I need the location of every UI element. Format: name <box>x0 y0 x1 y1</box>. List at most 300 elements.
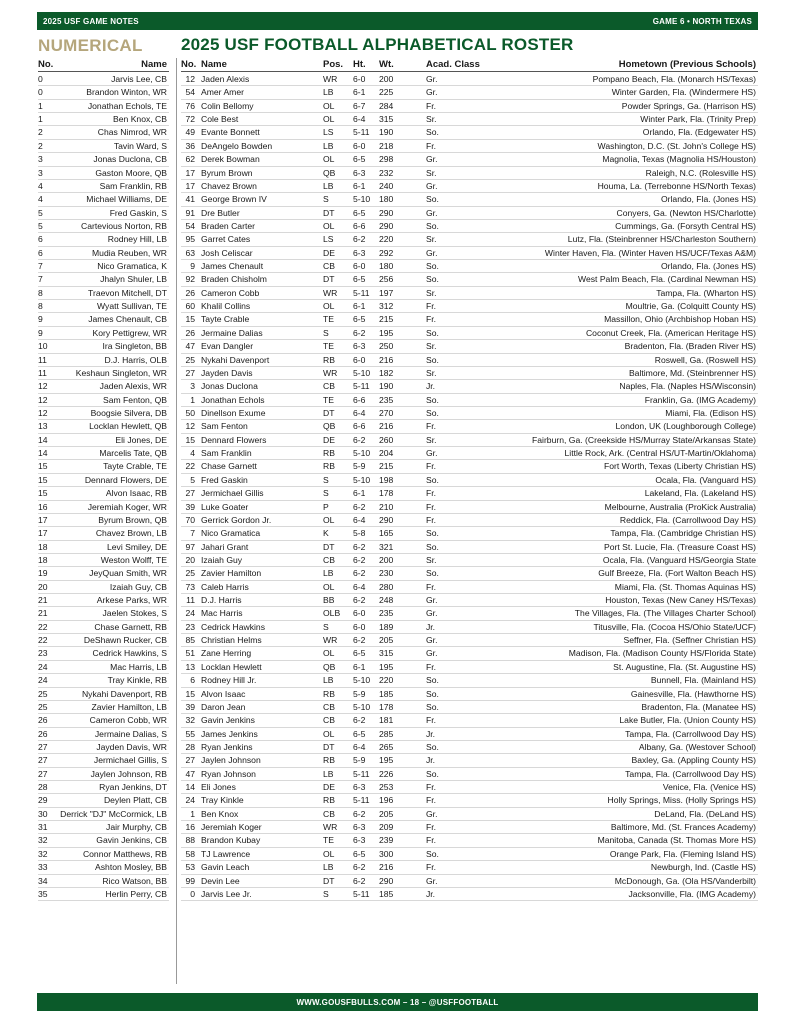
player-number: 12 <box>38 407 48 418</box>
player-position: OL <box>323 301 335 312</box>
numerical-row <box>38 781 169 794</box>
player-name-position: Brandon Winton, WR <box>86 87 167 98</box>
numerical-row <box>38 207 169 220</box>
player-number: 24 <box>185 795 195 806</box>
player-name-position: DeShawn Rucker, CB <box>83 635 167 646</box>
player-class: Fr. <box>426 782 437 793</box>
player-height: 6-2 <box>353 554 366 565</box>
numerical-row <box>38 527 169 540</box>
roster-row <box>181 300 758 313</box>
player-class: So. <box>426 354 439 365</box>
player-hometown: Orlando, Fla. (Jones HS) <box>660 194 756 205</box>
player-name: Chavez Brown <box>201 180 257 191</box>
player-position: OL <box>323 100 335 111</box>
player-position: TE <box>323 394 334 405</box>
player-number: 5 <box>38 207 43 218</box>
player-position: RB <box>323 461 335 472</box>
player-name: Ryan Jenkins <box>201 741 253 752</box>
player-class: Fr. <box>426 795 437 806</box>
player-number: 25 <box>185 568 195 579</box>
player-name: Cameron Cobb <box>201 287 260 298</box>
player-position: DT <box>323 407 335 418</box>
player-name-position: D.J. Harris, OLB <box>104 354 167 365</box>
player-height: 5-11 <box>353 127 370 138</box>
player-weight: 232 <box>379 167 394 178</box>
column-divider <box>176 58 177 984</box>
alphabetical-roster <box>181 73 758 901</box>
player-name: Jermaine Dalias <box>201 327 263 338</box>
player-position: CB <box>323 554 335 565</box>
player-height: 6-4 <box>353 407 366 418</box>
player-number: 12 <box>185 421 195 432</box>
player-name-position: Rodney Hill, LB <box>107 234 167 245</box>
player-class: So. <box>426 741 439 752</box>
player-height: 6-3 <box>353 167 366 178</box>
player-number: 34 <box>38 875 48 886</box>
player-name: Zavier Hamilton <box>201 568 262 579</box>
roster-row <box>181 821 758 834</box>
player-height: 6-2 <box>353 715 366 726</box>
player-number: 1 <box>38 114 43 125</box>
player-number: 4 <box>190 448 195 459</box>
player-class: So. <box>426 568 439 579</box>
numerical-row <box>38 808 169 821</box>
player-number: 25 <box>38 701 48 712</box>
player-name-position: Herlin Perry, CB <box>105 888 167 899</box>
player-name-position: Levi Smiley, DE <box>106 541 167 552</box>
player-position: LB <box>323 675 334 686</box>
player-number: 22 <box>185 461 195 472</box>
player-class: Sr. <box>426 367 437 378</box>
player-name: Luke Goater <box>201 501 249 512</box>
roster-row <box>181 73 758 86</box>
player-name-position: Mac Harris, LB <box>110 661 167 672</box>
player-name-position: Nico Gramatica, K <box>97 261 167 272</box>
player-number: 9 <box>190 261 195 272</box>
alpha-header-name: Name <box>201 59 227 70</box>
player-name-position: Deylen Platt, CB <box>103 795 167 806</box>
player-class: Fr. <box>426 835 437 846</box>
game-label: GAME 6 • NORTH TEXAS <box>652 16 752 26</box>
player-position: K <box>323 528 329 539</box>
player-class: Gr. <box>426 247 438 258</box>
player-name: Christian Helms <box>201 635 262 646</box>
player-class: So. <box>426 528 439 539</box>
player-number: 19 <box>38 568 48 579</box>
player-number: 54 <box>185 87 195 98</box>
player-name-position: Chas Nimrod, WR <box>97 127 167 138</box>
player-number: 8 <box>38 301 43 312</box>
roster-row <box>181 661 758 674</box>
player-name-position: Sam Franklin, RB <box>99 180 167 191</box>
numerical-row <box>38 140 169 153</box>
player-name: Chase Garnett <box>201 461 257 472</box>
top-banner <box>37 12 758 30</box>
player-name-position: Jeremiah Koger, WR <box>87 501 167 512</box>
player-weight: 315 <box>379 114 394 125</box>
player-weight: 270 <box>379 407 394 418</box>
player-name: Braden Chisholm <box>201 274 267 285</box>
roster-row <box>181 781 758 794</box>
numerical-row <box>38 594 169 607</box>
player-position: S <box>323 888 329 899</box>
player-position: BB <box>323 595 335 606</box>
player-hometown: Jacksonville, Fla. (IMG Academy) <box>628 888 756 899</box>
player-hometown: Tampa, Fla. (Carrollwood Day HS) <box>625 728 756 739</box>
player-hometown: Coconut Creek, Fla. (American Heritage HS) <box>585 327 756 338</box>
roster-row <box>181 447 758 460</box>
player-position: QB <box>323 167 336 178</box>
player-weight: 196 <box>379 795 394 806</box>
numerical-row <box>38 728 169 741</box>
player-height: 5-10 <box>353 675 371 686</box>
player-weight: 253 <box>379 782 394 793</box>
player-height: 6-5 <box>353 848 366 859</box>
player-height: 6-1 <box>353 180 366 191</box>
player-position: LB <box>323 568 334 579</box>
player-class: Gr. <box>426 635 438 646</box>
player-number: 22 <box>38 635 48 646</box>
player-number: 25 <box>38 688 48 699</box>
roster-row <box>181 340 758 353</box>
player-weight: 178 <box>379 701 394 712</box>
numerical-row <box>38 768 169 781</box>
player-name: TJ Lawrence <box>201 848 251 859</box>
player-height: 5-10 <box>353 448 371 459</box>
numerical-row <box>38 367 169 380</box>
player-height: 6-2 <box>353 434 366 445</box>
numerical-row <box>38 313 169 326</box>
roster-row <box>181 86 758 99</box>
roster-row <box>181 126 758 139</box>
player-number: 47 <box>185 768 195 779</box>
numerical-row <box>38 514 169 527</box>
player-number: 27 <box>185 488 195 499</box>
numerical-row <box>38 567 169 580</box>
player-height: 5-10 <box>353 367 371 378</box>
player-weight: 300 <box>379 848 394 859</box>
player-number: 4 <box>38 180 43 191</box>
roster-row <box>181 514 758 527</box>
player-position: TE <box>323 341 334 352</box>
player-name: George Brown IV <box>201 194 267 205</box>
player-number: 49 <box>185 127 195 138</box>
player-class: Fr. <box>426 421 437 432</box>
player-number: 11 <box>38 367 47 378</box>
player-number: 88 <box>185 835 195 846</box>
player-name-position: Wyatt Sullivan, TE <box>97 301 167 312</box>
player-height: 6-5 <box>353 648 366 659</box>
numerical-row <box>38 380 169 393</box>
player-class: So. <box>426 261 439 272</box>
player-hometown: DeLand, Fla. (DeLand HS) <box>654 808 756 819</box>
player-number: 9 <box>38 327 43 338</box>
player-name-position: Gaston Moore, QB <box>95 167 167 178</box>
player-hometown: Orlando, Fla. (Jones HS) <box>660 261 756 272</box>
player-number: 28 <box>185 741 195 752</box>
player-position: DT <box>323 541 335 552</box>
numerical-row <box>38 86 169 99</box>
player-name: Zane Herring <box>201 648 252 659</box>
player-position: QB <box>323 661 336 672</box>
roster-row <box>181 501 758 514</box>
player-hometown: Reddick, Fla. (Carrollwood Day HS) <box>619 514 756 525</box>
player-hometown: Tampa, Fla. (Carrollwood Day HS) <box>625 768 756 779</box>
player-hometown: Orange Park, Fla. (Fleming Island HS) <box>609 848 756 859</box>
player-class: So. <box>426 541 439 552</box>
player-height: 6-2 <box>353 568 366 579</box>
player-height: 6-2 <box>353 501 366 512</box>
player-number: 27 <box>38 755 48 766</box>
player-number: 15 <box>38 474 48 485</box>
roster-row <box>181 354 758 367</box>
roster-row <box>181 380 758 393</box>
player-number: 24 <box>38 661 48 672</box>
player-position: DT <box>323 741 335 752</box>
player-class: So. <box>426 768 439 779</box>
player-name: DeAngelo Bowden <box>201 140 273 151</box>
player-position: WR <box>323 367 338 378</box>
player-weight: 215 <box>379 314 394 325</box>
player-position: LB <box>323 87 334 98</box>
player-height: 6-3 <box>353 822 366 833</box>
numerical-row <box>38 447 169 460</box>
player-weight: 220 <box>379 675 394 686</box>
player-number: 15 <box>185 688 195 699</box>
player-position: DT <box>323 274 335 285</box>
player-name-position: Jayden Davis, WR <box>96 741 167 752</box>
player-position: TE <box>323 314 334 325</box>
player-name: Eli Jones <box>201 782 236 793</box>
player-number: 32 <box>38 848 48 859</box>
player-height: 6-3 <box>353 247 366 258</box>
player-weight: 226 <box>379 768 394 779</box>
player-weight: 235 <box>379 608 394 619</box>
player-height: 5-11 <box>353 287 370 298</box>
player-height: 5-8 <box>353 528 366 539</box>
alpha-header-hometown: Hometown (Previous Schools) <box>618 59 756 70</box>
player-hometown: Baxley, Ga. (Appling County HS) <box>631 755 756 766</box>
roster-row <box>181 567 758 580</box>
player-weight: 200 <box>379 74 394 84</box>
player-class: Sr. <box>426 167 437 178</box>
player-class: Sr. <box>426 287 437 298</box>
player-position: OLB <box>323 608 341 619</box>
player-hometown: Magnolia, Texas (Magnolia HS/Houston) <box>602 154 756 165</box>
player-height: 5-11 <box>353 768 370 779</box>
player-name: Josh Celiscar <box>201 247 253 258</box>
player-weight: 285 <box>379 728 394 739</box>
numerical-header-name: Name <box>141 59 167 70</box>
player-position: RB <box>323 755 335 766</box>
player-name: Dinellson Exume <box>201 407 266 418</box>
player-height: 6-4 <box>353 514 366 525</box>
numerical-row <box>38 701 169 714</box>
player-position: P <box>323 501 329 512</box>
player-position: LB <box>323 140 334 151</box>
player-position: QB <box>323 421 336 432</box>
player-number: 12 <box>38 394 48 405</box>
player-hometown: Melbourne, Australia (ProKick Australia) <box>604 501 756 512</box>
player-position: DT <box>323 207 335 218</box>
player-name: Jermichael Gillis <box>201 488 264 499</box>
player-weight: 220 <box>379 234 394 245</box>
player-number: 5 <box>38 220 43 231</box>
player-name-position: Arkese Parks, WR <box>96 595 167 606</box>
player-position: DE <box>323 434 335 445</box>
player-class: Gr. <box>426 74 438 84</box>
roster-row <box>181 581 758 594</box>
player-position: CB <box>323 261 335 272</box>
numerical-row <box>38 394 169 407</box>
player-hometown: Cummings, Ga. (Forsyth Central HS) <box>615 220 756 231</box>
roster-row <box>181 420 758 433</box>
player-height: 6-5 <box>353 314 366 325</box>
roster-row <box>181 808 758 821</box>
player-class: Gr. <box>426 808 438 819</box>
player-position: S <box>323 194 329 205</box>
player-name: Jayden Davis <box>201 367 253 378</box>
player-number: 76 <box>185 100 195 111</box>
player-number: 28 <box>38 782 48 793</box>
player-number: 70 <box>185 514 195 525</box>
player-class: Fr. <box>426 461 437 472</box>
numerical-row <box>38 247 169 260</box>
numerical-row <box>38 354 169 367</box>
player-position: LB <box>323 768 334 779</box>
numerical-row <box>38 634 169 647</box>
player-class: Jr. <box>426 728 436 739</box>
numerical-row <box>38 861 169 874</box>
player-weight: 205 <box>379 808 394 819</box>
numerical-row <box>38 287 169 300</box>
player-position: OL <box>323 114 335 125</box>
player-class: Gr. <box>426 648 438 659</box>
player-number: 26 <box>38 728 48 739</box>
player-name: Ryan Johnson <box>201 768 256 779</box>
player-number: 17 <box>185 180 195 191</box>
player-position: RB <box>323 795 335 806</box>
player-name: Jonas Duclona <box>201 381 258 392</box>
player-number: 63 <box>185 247 195 258</box>
player-hometown: Moultrie, Ga. (Colquitt County HS) <box>625 301 756 312</box>
player-hometown: Conyers, Ga. (Newton HS/Charlotte) <box>616 207 756 218</box>
player-name: Brandon Kubay <box>201 835 261 846</box>
player-height: 6-0 <box>353 621 366 632</box>
player-number: 58 <box>185 848 195 859</box>
player-height: 5-9 <box>353 688 366 699</box>
player-name: Amer Amer <box>201 87 244 98</box>
player-height: 6-2 <box>353 327 366 338</box>
player-hometown: McDonough, Ga. (Ola HS/Vanderbilt) <box>614 875 756 886</box>
player-weight: 204 <box>379 448 394 459</box>
numerical-row <box>38 126 169 139</box>
roster-row <box>181 768 758 781</box>
player-position: LB <box>323 180 334 191</box>
player-number: 18 <box>38 554 48 565</box>
player-number: 22 <box>38 621 48 632</box>
roster-row <box>181 460 758 473</box>
player-hometown: Bradenton, Fla. (Braden River HS) <box>624 341 756 352</box>
player-name-position: Derrick "DJ" McCormick, LB <box>60 808 167 819</box>
player-weight: 182 <box>379 367 394 378</box>
player-class: Fr. <box>426 514 437 525</box>
player-name: Izaiah Guy <box>201 554 243 565</box>
player-name: Cedrick Hawkins <box>201 621 265 632</box>
player-name: James Jenkins <box>201 728 258 739</box>
player-position: CB <box>323 715 335 726</box>
player-name: Daron Jean <box>201 701 246 712</box>
player-name-position: Jhalyn Shuler, LB <box>100 274 167 285</box>
player-hometown: Titusville, Fla. (Cocoa HS/Ohio State/UCF) <box>593 621 756 632</box>
numerical-row <box>38 434 169 447</box>
player-height: 6-4 <box>353 114 366 125</box>
player-height: 6-2 <box>353 875 366 886</box>
player-weight: 185 <box>379 688 394 699</box>
player-weight: 290 <box>379 207 394 218</box>
player-weight: 256 <box>379 274 394 285</box>
alphabetical-header <box>181 59 758 72</box>
player-name-position: Jonathan Echols, TE <box>87 100 167 111</box>
player-height: 6-1 <box>353 661 366 672</box>
player-number: 2 <box>38 140 43 151</box>
player-weight: 292 <box>379 247 394 258</box>
player-position: OL <box>323 648 335 659</box>
player-weight: 248 <box>379 595 394 606</box>
player-height: 6-0 <box>353 608 366 619</box>
numerical-row <box>38 754 169 767</box>
player-class: Jr. <box>426 621 436 632</box>
player-weight: 290 <box>379 220 394 231</box>
player-number: 17 <box>38 514 48 525</box>
numerical-roster <box>38 73 169 901</box>
player-height: 5-11 <box>353 381 370 392</box>
player-number: 26 <box>185 327 195 338</box>
player-height: 6-4 <box>353 741 366 752</box>
roster-row <box>181 474 758 487</box>
player-name-position: Rico Watson, BB <box>102 875 167 886</box>
roster-row <box>181 313 758 326</box>
player-hometown: London, UK (Loughborough College) <box>615 421 756 432</box>
numerical-row <box>38 407 169 420</box>
numerical-row <box>38 260 169 273</box>
player-number: 97 <box>185 541 195 552</box>
player-class: So. <box>426 848 439 859</box>
player-hometown: Raleigh, N.C. (Rolesville HS) <box>645 167 756 178</box>
player-number: 72 <box>185 114 195 125</box>
player-weight: 298 <box>379 154 394 165</box>
player-number: 24 <box>38 675 48 686</box>
player-hometown: Ocala, Fla. (Vanguard HS) <box>655 474 756 485</box>
player-weight: 216 <box>379 862 394 873</box>
player-position: CB <box>323 808 335 819</box>
roster-row <box>181 247 758 260</box>
player-name: Evante Bonnett <box>201 127 260 138</box>
player-number: 51 <box>185 648 195 659</box>
player-number: 60 <box>185 301 195 312</box>
player-position: RB <box>323 448 335 459</box>
player-hometown: Gainesville, Fla. (Hawthorne HS) <box>630 688 756 699</box>
player-number: 99 <box>185 875 195 886</box>
roster-row <box>181 741 758 754</box>
player-position: DE <box>323 782 335 793</box>
player-position: S <box>323 474 329 485</box>
player-number: 13 <box>185 661 195 672</box>
player-class: Gr. <box>426 154 438 165</box>
player-height: 6-2 <box>353 635 366 646</box>
player-position: OL <box>323 848 335 859</box>
player-number: 13 <box>38 421 48 432</box>
